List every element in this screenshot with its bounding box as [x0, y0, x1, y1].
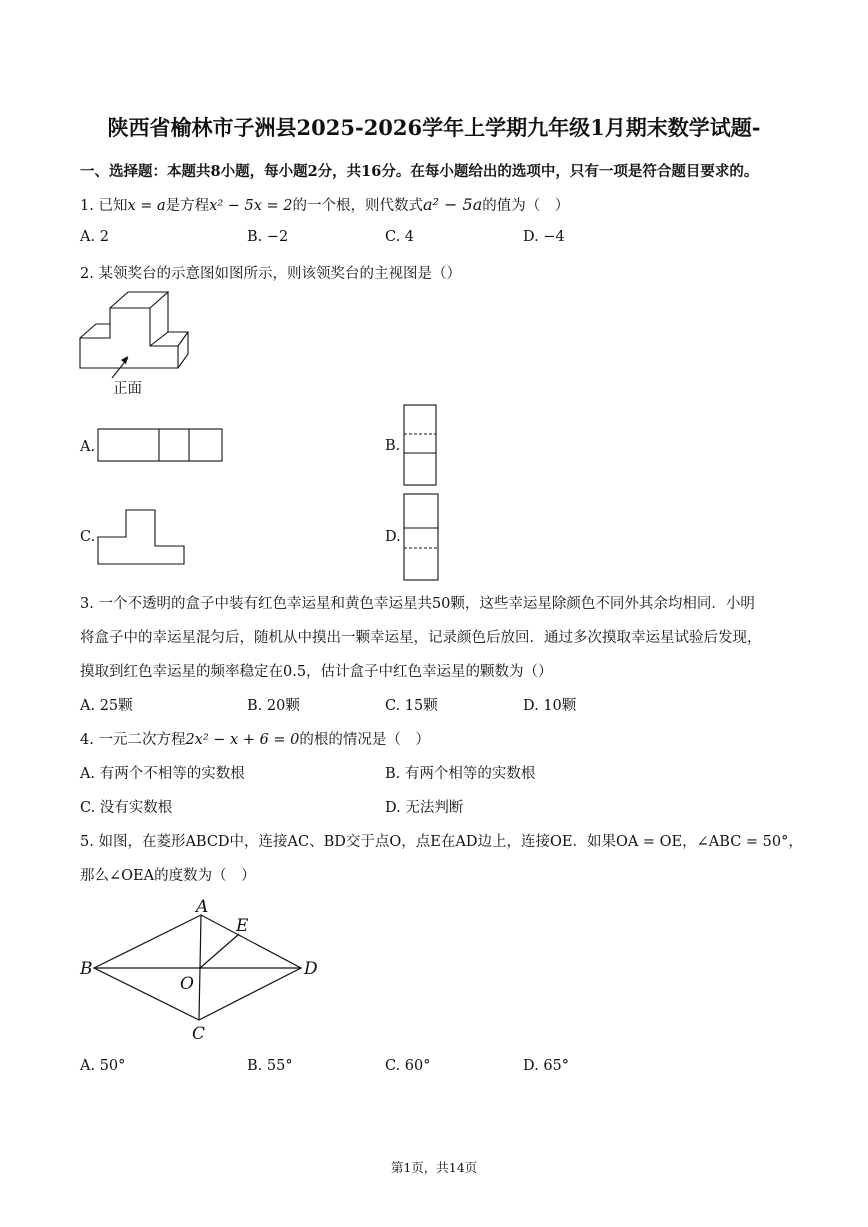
q1-equation-2: x² − 5x = 2: [209, 198, 293, 214]
point-label-b: B: [80, 959, 93, 979]
q5-option-b[interactable]: B. 55°: [247, 1058, 293, 1074]
point-label-e: E: [236, 916, 249, 936]
page-title: 陕西省榆林市子洲县2025-2026学年上学期九年级1月期末数学试题-: [107, 115, 761, 140]
q5-option-d[interactable]: D. 65°: [523, 1058, 570, 1074]
q4-text-2: 的根的情况是（ ）: [299, 732, 430, 748]
q3-line-1: 3. 一个不透明的盒子中装有红色幸运星和黄色幸运星共50颗，这些幸运星除颜色不同外其余均相同．小明: [80, 596, 755, 612]
q4-option-a[interactable]: A. 有两个不相等的实数根: [80, 766, 245, 782]
q1-option-d[interactable]: D. −4: [523, 229, 565, 245]
q5-line-1: 5. 如图，在菱形ABCD中，连接AC、BD交于点O，点E在AD边上，连接OE．如果OA = OE，∠ABC = 50°，: [80, 834, 803, 850]
q4-option-c[interactable]: C. 没有实数根: [80, 800, 173, 816]
q2-option-a-label[interactable]: A.: [80, 439, 96, 455]
q2-option-d-label[interactable]: D.: [385, 529, 401, 545]
q5-option-c[interactable]: C. 60°: [385, 1058, 431, 1074]
q1-option-a[interactable]: A. 2: [80, 229, 109, 245]
q4-option-b[interactable]: B. 有两个相等的实数根: [385, 766, 536, 782]
q2-option-b-label[interactable]: B.: [385, 438, 401, 454]
point-label-c: C: [192, 1024, 206, 1044]
q1-option-c[interactable]: C. 4: [385, 229, 415, 245]
q3-option-c[interactable]: C. 15颗: [385, 698, 438, 714]
q3-line-3: 摸取到红色幸运星的频率稳定在0.5，估计盒子中红色幸运星的颗数为（）: [80, 664, 553, 680]
q1-expression: a² − 5a: [423, 195, 483, 214]
question-2: 2. 某领奖台的示意图如图所示，则该领奖台的主视图是（）: [80, 266, 461, 282]
q1-text-1: 1. 已知: [80, 198, 128, 214]
point-label-o: O: [180, 974, 194, 994]
q1-text-4: 的值为（ ）: [482, 198, 570, 214]
point-label-a: A: [196, 897, 209, 917]
q3-line-2: 将盒子中的幸运星混匀后，随机从中摸出一颗幸运星，记录颜色后放回．通过多次摸取幸运星试验后发现，: [80, 630, 762, 646]
q3-option-d[interactable]: D. 10颗: [523, 698, 577, 714]
q3-option-b[interactable]: B. 20颗: [247, 698, 300, 714]
q5-line-2: 那么∠OEA的度数为（ ）: [80, 868, 256, 884]
point-label-d: D: [304, 959, 318, 979]
q4-text-1: 4. 一元二次方程: [80, 732, 186, 748]
q1-equation-1: x = a: [127, 198, 166, 214]
q4-option-d[interactable]: D. 无法判断: [385, 800, 464, 816]
q1-text-3: 的一个根，则代数式: [292, 198, 424, 214]
q1-text-2: 是方程: [165, 198, 210, 214]
front-label: 正面: [113, 381, 142, 397]
section-heading: 一、选择题：本题共8小题，每小题2分，共16分。在每小题给出的选项中，只有一项是符合题目要求的。: [80, 163, 759, 180]
page-footer: 第1页，共14页: [390, 1160, 478, 1175]
q3-option-a[interactable]: A. 25颗: [80, 698, 133, 714]
q5-option-a[interactable]: A. 50°: [80, 1058, 126, 1074]
q2-option-c-label[interactable]: C.: [80, 529, 96, 545]
q1-option-b[interactable]: B. −2: [247, 229, 289, 245]
q4-equation: 2x² − x + 6 = 0: [185, 732, 300, 748]
